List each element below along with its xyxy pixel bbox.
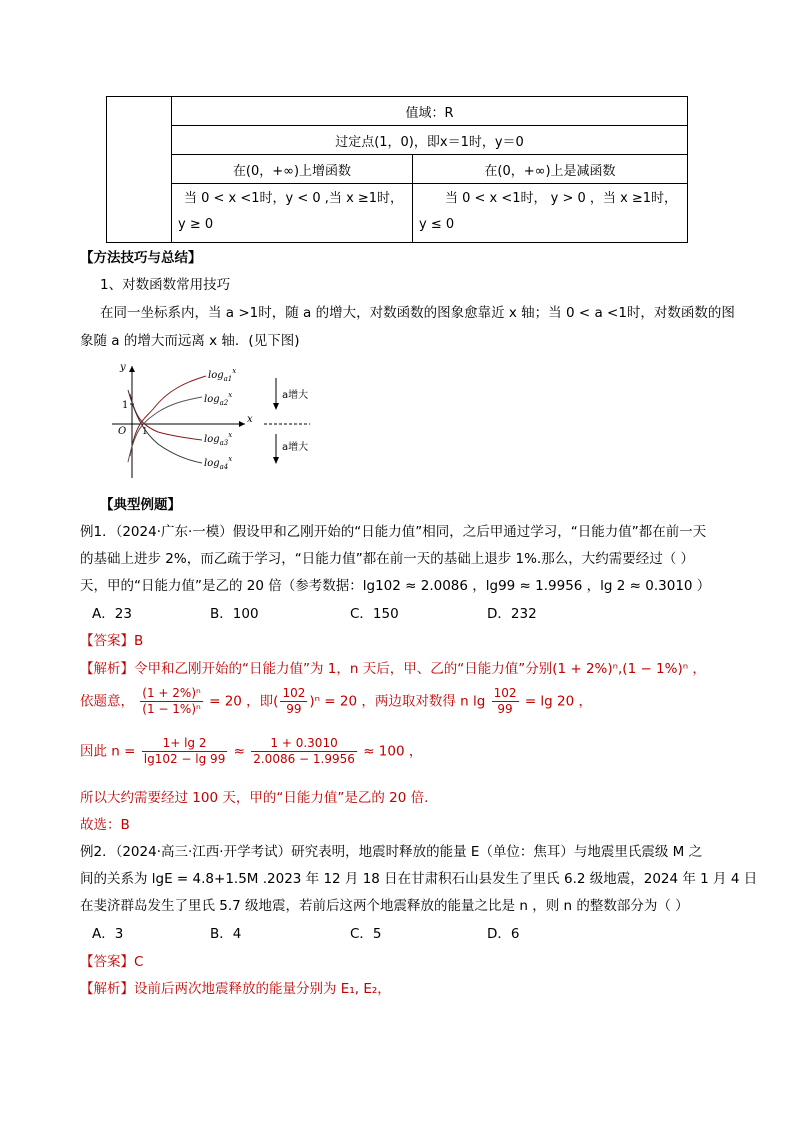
ex1-solution-line2: 依题意， $\frac{\text{(1 + 2\%)ⁿ}}{\text{(1 − 1\%)ⁿ}}$ = 20 ，即( $\frac{102}{99}$ )ⁿ = 20 ，两边取对数得 n lg $\frac{102}{99}$ = lg 20 ， — [80, 686, 592, 716]
y-axis-arrow — [129, 366, 135, 372]
y-label: y — [120, 362, 126, 373]
ex2-solution-line1: 【解析】设前后两次地震释放的能量分别为 E₁, E₂， — [80, 981, 391, 997]
ex1-option-d: D．232 — [487, 606, 537, 622]
one-y-label: 1 — [122, 400, 129, 411]
method-para1: 在同一坐标系内，当 a >1时，随 a 的增大，对数函数的图象愈靠近 x 轴；当 0 < a <1时，对数函数的图 — [100, 305, 735, 321]
dec-sign-line2: y ≤ 0 — [419, 217, 455, 232]
inc-sign-line1: 当 0 < x <1时，y < 0 ,当 x ≥1时， — [184, 191, 404, 206]
ex1-option-b: B．100 — [210, 606, 259, 622]
ex1-line1: 例1．（2024·广东·一模）假设甲和乙刚开始的“日能力值”相同，之后甲通过学习，“日能力值”都在前一天 — [80, 524, 707, 540]
curve1-label: $\log_{a1}^x$ — [208, 367, 237, 383]
curve-a2 — [128, 397, 202, 462]
arrow-bottom-head — [273, 457, 279, 464]
decreasing-sign-cell — [413, 184, 688, 243]
ex2-line1: 例2．（2024·高三·江西·开学考试）研究表明，地震时释放的能量 E（单位：焦耳）与地震里氏震级 M 之 — [80, 844, 703, 860]
x-axis-arrow — [239, 421, 245, 427]
ex1-solution-line4: 所以大约需要经过 100 天，甲的“日能力值”是乙的 20 倍. — [80, 790, 429, 806]
ex2-line2: 间的关系为 lgE = 4.8+1.5M .2023 年 12 月 18 日在甘肃积石山县发生了里氏 6.2 级地震，2024 年 1 月 4 日 — [80, 871, 758, 887]
increasing-cell: 在(0，+∞)上增函数 — [172, 155, 413, 184]
range-cell: 值域：R — [172, 97, 688, 126]
ex1-option-a: A．23 — [92, 606, 132, 622]
ex1-answer: 【答案】B — [80, 633, 144, 649]
method-heading: 【方法技巧与总结】 — [80, 250, 202, 266]
origin-label: O — [118, 426, 127, 437]
ex2-option-b: B．4 — [210, 926, 242, 942]
ex2-line3: 在斐济群岛发生了里氏 5.7 级地震，若前后这两个地震释放的能量之比是 n ，则 n 的整数部分为（ ） — [80, 898, 689, 914]
curve-a3 — [130, 394, 202, 440]
arrow-top-label: a增大 — [282, 390, 309, 401]
ex1-solution-line3: 因此 n = $\frac{1+ \lg 2}{\lg 102 - \lg 99}$ ≈ $\frac{1 + 0.3010}{2.0086 - 1.9956}$ ≈ 100 ， — [80, 736, 423, 766]
table-left-cell — [107, 97, 172, 243]
ex2-answer: 【答案】C — [80, 954, 144, 970]
log-curves-figure — [110, 360, 330, 480]
arrow-top-head — [273, 403, 279, 410]
arrow-bottom-label: a增大 — [282, 442, 309, 453]
ex1-choose: 故选：B — [80, 817, 130, 833]
ex2-option-d: D．6 — [487, 926, 520, 942]
log-properties-table — [106, 96, 688, 243]
curve4-label: $\log_{a4}^x$ — [204, 455, 233, 471]
dec-sign-line1: 当 0 < x <1时， y > 0 ，当 x ≥1时， — [445, 191, 678, 206]
decreasing-cell: 在(0，+∞)上是减函数 — [413, 155, 688, 184]
ex1-line2: 的基础上进步 2%，而乙疏于学习，“日能力值”都在前一天的基础上退步 1%.那么，大约需要经过（ ） — [80, 551, 694, 567]
inc-sign-line2: y ≥ 0 — [178, 217, 214, 232]
increasing-sign-cell — [172, 184, 413, 243]
curve3-label: $\log_{a3}^x$ — [204, 431, 233, 447]
ex1-option-c: C．150 — [350, 606, 399, 622]
one-x-label: 1 — [142, 427, 148, 437]
fixed-point-cell: 过定点(1，0)，即x＝1时，y＝0 — [172, 126, 688, 155]
x-label: x — [247, 414, 253, 425]
curve-a1 — [130, 376, 206, 456]
ex2-option-c: C．5 — [350, 926, 382, 942]
method-item1: 1、对数函数常用技巧 — [100, 277, 231, 293]
curve2-label: $\log_{a2}^x$ — [204, 391, 233, 407]
ex2-option-a: A．3 — [92, 926, 124, 942]
examples-heading: 【典型例题】 — [100, 497, 181, 513]
ex1-line3: 天，甲的“日能力值”是乙的 20 倍（参考数据：lg102 ≈ 2.0086 ，lg99 ≈ 1.9956 ，lg 2 ≈ 0.3010 ） — [80, 578, 711, 594]
ex1-solution-line1: 【解析】令甲和乙刚开始的“日能力值”为 1，n 天后，甲、乙的“日能力值”分别(1 + 2%)ⁿ,(1 − 1%)ⁿ ， — [80, 661, 706, 677]
method-para2: 象随 a 的增大而远离 x 轴．(见下图) — [80, 333, 300, 349]
